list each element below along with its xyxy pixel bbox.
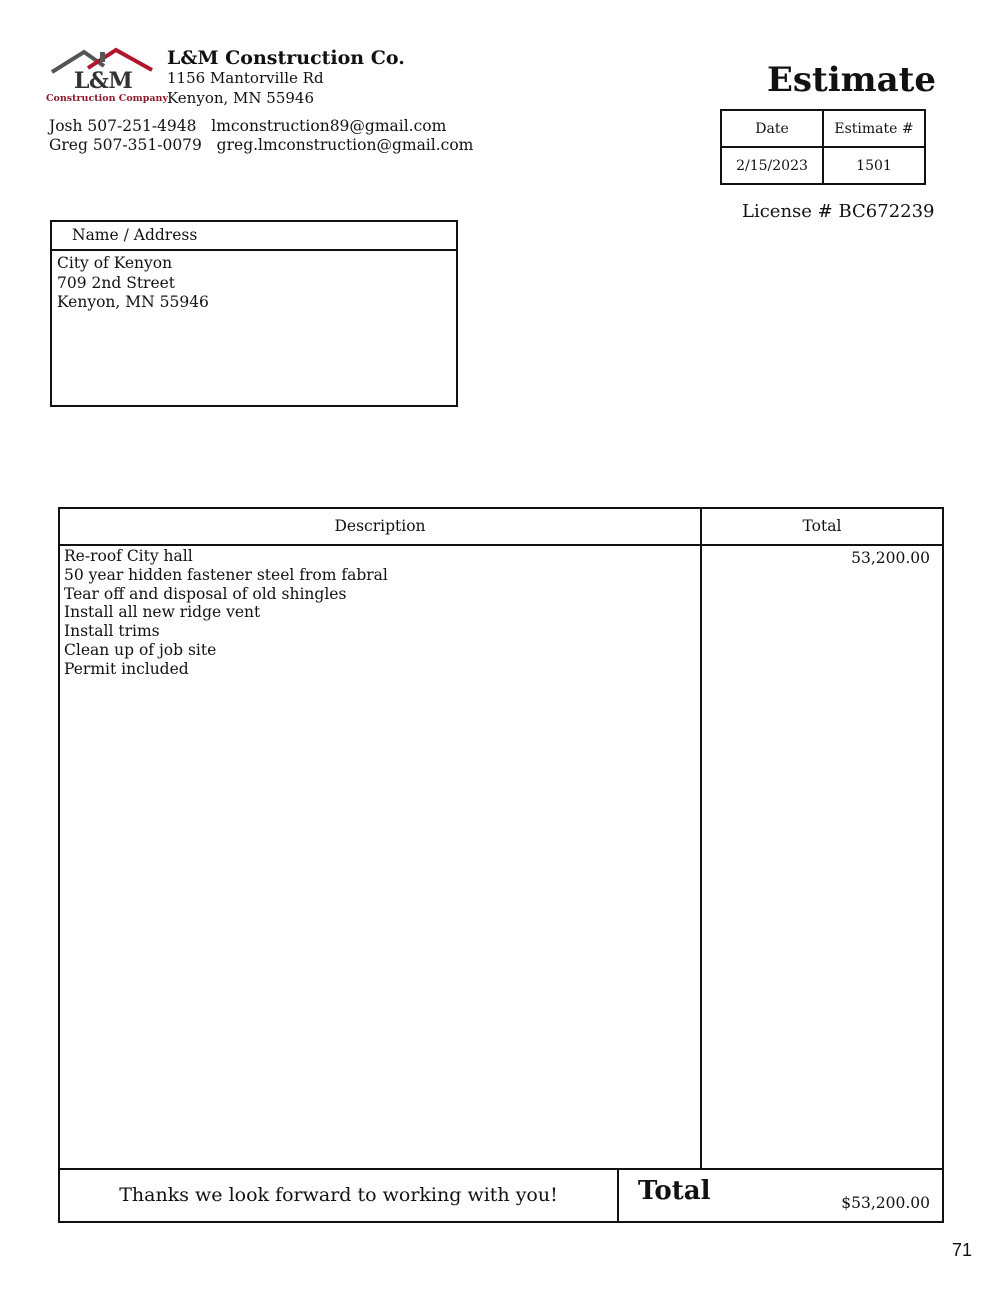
footer-divider xyxy=(617,1170,619,1223)
description-line: 50 year hidden fastener steel from fabral xyxy=(64,565,388,584)
total-header: Total xyxy=(802,517,842,535)
customer-line: 709 2nd Street xyxy=(57,273,176,292)
customer-address-lines xyxy=(52,251,456,313)
logo-text: L&M xyxy=(74,68,133,94)
customer-line: Kenyon, MN 55946 xyxy=(57,293,209,311)
contact-josh: Josh 507-251-4948 lmconstruction89@gmail.com xyxy=(49,117,447,135)
description-line: Install trims xyxy=(64,622,160,641)
page-number: 71 xyxy=(951,1240,972,1260)
document-title: Estimate xyxy=(766,60,936,100)
description-line: Clean up of job site xyxy=(64,640,217,659)
company-name: L&M Construction Co. xyxy=(167,47,405,69)
logo-subtext: Construction Company xyxy=(46,93,168,104)
customer-line: City of Kenyon xyxy=(57,254,173,272)
contact-greg: Greg 507-351-0079 greg.lmconstruction@gmail.com xyxy=(49,136,474,154)
description-lines xyxy=(64,547,388,679)
line-items-table xyxy=(58,507,944,1223)
customer-address-header: Name / Address xyxy=(52,222,456,251)
date-label: Date xyxy=(721,110,823,147)
license-number: License # BC672239 xyxy=(742,201,935,222)
description-line: Re-roof City hall xyxy=(64,547,193,565)
estimate-number-label: Estimate # xyxy=(823,110,925,147)
column-divider xyxy=(700,509,702,1170)
thank-you-message: Thanks we look forward to working with you! xyxy=(119,1184,558,1206)
company-address-line2: Kenyon, MN 55946 xyxy=(167,89,315,107)
description-line: Permit included xyxy=(64,659,189,678)
line-items-header xyxy=(60,509,942,546)
company-address-line1: 1156 Mantorville Rd xyxy=(167,69,324,87)
company-logo xyxy=(44,44,168,106)
estimate-footer xyxy=(60,1168,942,1223)
grand-total-label: Total xyxy=(638,1176,711,1206)
estimate-number: 1501 xyxy=(823,147,925,184)
line-item-amount: 53,200.00 xyxy=(851,549,930,567)
description-header: Description xyxy=(334,517,426,535)
estimate-date: 2/15/2023 xyxy=(721,147,823,184)
customer-address-box xyxy=(50,220,458,407)
description-line: Tear off and disposal of old shingles xyxy=(64,584,347,603)
estimate-meta-table xyxy=(720,109,926,185)
grand-total-amount: $53,200.00 xyxy=(841,1194,930,1212)
description-line: Install all new ridge vent xyxy=(64,603,261,622)
